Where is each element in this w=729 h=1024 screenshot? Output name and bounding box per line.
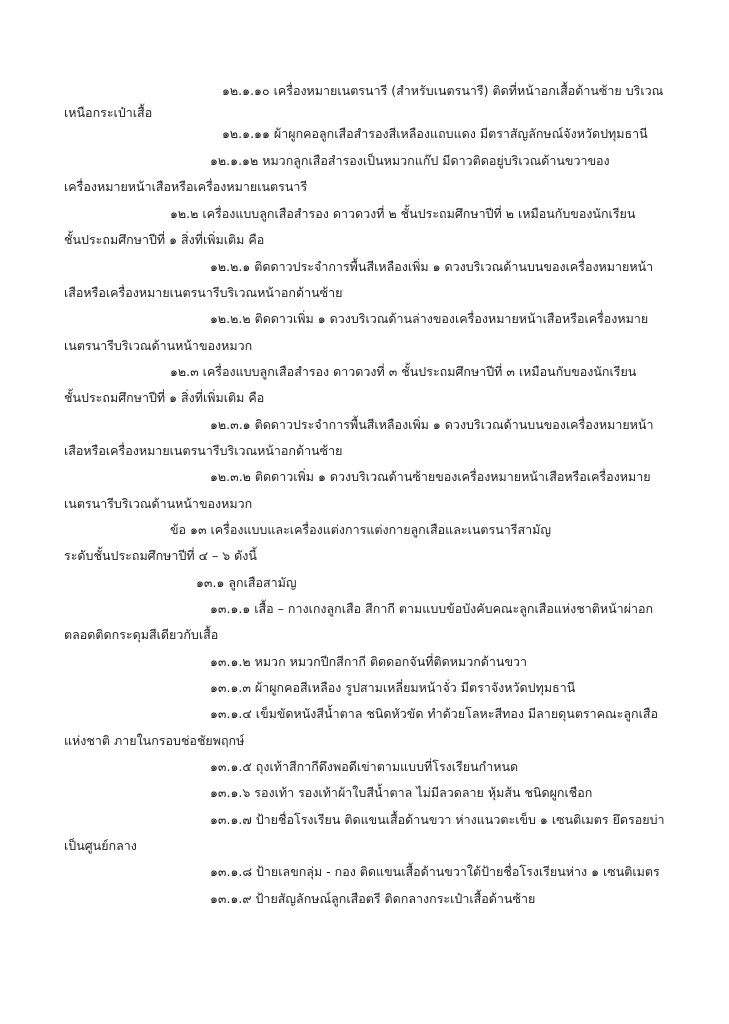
text-line: ๑๓.๑.๑ เสื้อ – กางเกงลูกเสือ สีกากี ตามแบบข้อบังคับคณะลูกเสือแห่งชาติหน้าผ่าอก: [210, 601, 654, 616]
text-line: ๑๒.๒.๑ ติดดาวประจำการพื้นสีเหลืองเพิ่ม ๑ ดวงบริเวณด้านบนของเครื่องหมายหน้า: [210, 259, 654, 274]
section-heading: ข้อ ๑๓ เครื่องแบบและเครื่องแต่งการแต่งกายลูกเสือและเนตรนารีสามัญ: [170, 522, 552, 537]
text-line: ๑๒.๑.๑๑ ผ้าผูกคอลูกเสือสำรองสีเหลืองแถบแดง มีตราสัญลักษณ์จังหวัดปทุมธานี: [222, 126, 648, 141]
text-line: ๑๓.๑.๗ ป้ายชื่อโรงเรียน ติดแขนเสื้อด้านขวา ห่างแนวตะเข็บ ๑ เซนติเมตร ยึดรอยบ่า: [210, 812, 665, 827]
subsection-heading: ๑๓.๑ ลูกเสือสามัญ: [196, 575, 297, 590]
text-line: ๑๓.๑.๘ ป้ายเลขกลุ่ม - กอง ติดแขนเสื้อด้านขวาใต้ป้ายชื่อโรงเรียนห่าง ๑ เซนติเมตร: [210, 864, 660, 879]
text-line: เสือหรือเครื่องหมายเนตรนารีบริเวณหน้าอกด้านซ้าย: [64, 285, 343, 300]
text-line: ๑๒.๒.๒ ติดดาวเพิ่ม ๑ ดวงบริเวณด้านล่างของเครื่องหมายหน้าเสือหรือเครื่องหมาย: [210, 311, 649, 326]
text-line: ตลอดติดกระดุมสีเดียวกับเสื้อ: [64, 627, 219, 642]
text-line: ๑๓.๑.๕ ถุงเท้าสีกากีดึงพอดีเข่าตามแบบที่โรงเรียนกำหนด: [210, 759, 519, 774]
text-line: เนตรนารีบริเวณด้านหน้าของหมวก: [64, 338, 253, 353]
text-line: ๑๓.๑.๙ ป้ายสัญลักษณ์ลูกเสือตรี ติดกลางกระเป๋าเสื้อด้านซ้าย: [210, 891, 536, 906]
text-line: แห่งชาติ ภายในกรอบช่อชัยพฤกษ์: [64, 733, 245, 748]
text-line: ๑๒.๓.๑ ติดดาวประจำการพื้นสีเหลืองเพิ่ม ๑ ดวงบริเวณด้านบนของเครื่องหมายหน้า: [210, 417, 654, 432]
text-line: ระดับชั้นประถมศึกษาปีที่ ๔ – ๖ ดังนี้: [64, 548, 257, 563]
text-line: ๑๓.๑.๒ หมวก หมวกปีกสีกากี ติดดอกจันที่ติดหมวกด้านขวา: [210, 654, 528, 669]
text-line: เสือหรือเครื่องหมายเนตรนารีบริเวณหน้าอกด้านซ้าย: [64, 443, 343, 458]
text-line: ๑๒.๒ เครื่องแบบลูกเสือสำรอง ดาวดวงที่ ๒ ชั้นประถมศึกษาปีที่ ๒ เหมือนกับของนักเรียน: [170, 206, 636, 221]
text-line: เหนือกระเป๋าเสื้อ: [64, 105, 153, 120]
text-line: เป็นศูนย์กลาง: [64, 838, 137, 853]
text-line: ๑๒.๑.๑๒ หมวกลูกเสือสำรองเป็นหมวกแก๊ป มีดาวติดอยู่บริเวณด้านขวาของ: [210, 153, 610, 168]
text-line: ๑๓.๑.๔ เข็มขัดหนังสีน้ำตาล ชนิดหัวขัด ทำด้วยโลหะสีทอง มีลายดุนตราคณะลูกเสือ: [210, 706, 658, 721]
text-line: ๑๒.๓ เครื่องแบบลูกเสือสำรอง ดาวดวงที่ ๓ ชั้นประถมศึกษาปีที่ ๓ เหมือนกับของนักเรียน: [170, 364, 637, 379]
text-line: เครื่องหมายหน้าเสือหรือเครื่องหมายเนตรนารี: [64, 179, 308, 194]
text-line: ๑๓.๑.๓ ผ้าผูกคอสีเหลือง รูปสามเหลี่ยมหน้าจั่ว มีตราจังหวัดปทุมธานี: [210, 680, 576, 695]
text-line: ๑๒.๓.๒ ติดดาวเพิ่ม ๑ ดวงบริเวณด้านซ้ายของเครื่องหมายหน้าเสือหรือเครื่องหมาย: [210, 469, 651, 484]
text-line: ๑๒.๑.๑๐ เครื่องหมายเนตรนารี (สำหรับเนตรนารี) ติดที่หน้าอกเสื้อด้านซ้าย บริเวณ: [222, 83, 664, 98]
text-line: เนตรนารีบริเวณด้านหน้าของหมวก: [64, 496, 253, 511]
text-line: ชั้นประถมศึกษาปีที่ ๑ สิ่งที่เพิ่มเติม คือ: [64, 390, 265, 405]
text-line: ชั้นประถมศึกษาปีที่ ๑ สิ่งที่เพิ่มเติม คือ: [64, 232, 265, 247]
text-line: ๑๓.๑.๖ รองเท้า รองเท้าผ้าใบสีน้ำตาล ไม่มีลวดลาย หุ้มส้น ชนิดผูกเชือก: [210, 785, 593, 800]
